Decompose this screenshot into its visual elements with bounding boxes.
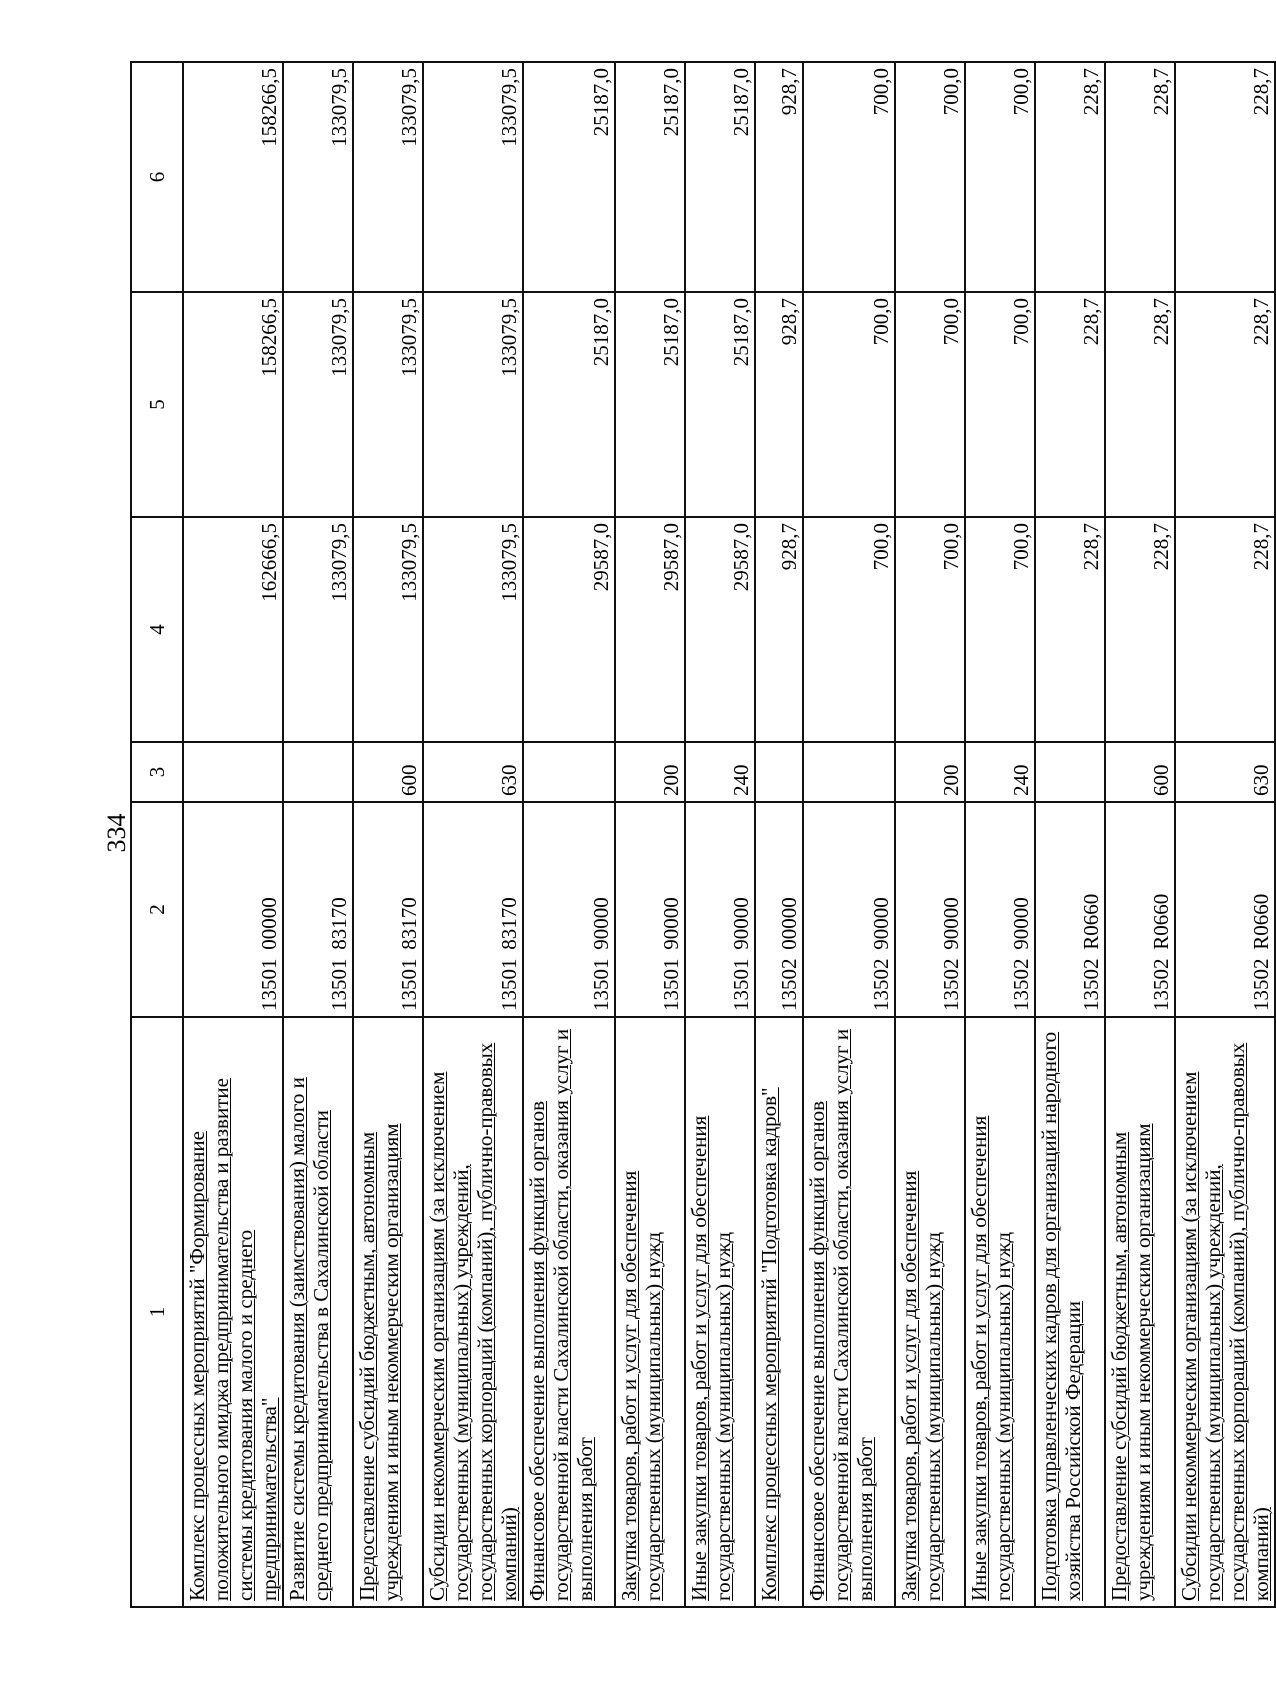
row-kind-cell: 240	[965, 742, 1035, 802]
row-code-cell	[1105, 802, 1175, 1017]
row-name-cell: Комплекс процессных мероприятий "Подготовка кадров"	[755, 1017, 803, 1607]
row-value-col4: 228,7	[1105, 517, 1175, 742]
row-code-cell	[965, 802, 1035, 1017]
row-code-cell	[523, 802, 615, 1017]
direction-code: 90000	[1009, 897, 1033, 950]
row-name-cell: Закупка товаров, работ и услуг для обеспечения государственных (муниципальных) нужд	[615, 1017, 685, 1607]
row-value-col5: 700,0	[965, 292, 1035, 517]
row-value-col6: 25187,0	[615, 62, 685, 292]
column-header-2: 2	[131, 802, 183, 1017]
table-row	[523, 62, 615, 1607]
row-value-col4: 928,7	[755, 517, 803, 742]
row-kind-cell: 200	[615, 742, 685, 802]
row-code-cell	[615, 802, 685, 1017]
budget-table	[130, 61, 1276, 1608]
row-value-col4: 29587,0	[615, 517, 685, 742]
row-code-cell	[183, 802, 283, 1017]
row-code-cell	[1035, 802, 1105, 1017]
row-value-col6: 25187,0	[523, 62, 615, 292]
row-name-cell: Субсидии некоммерческим организациям (за исключением государственных (муниципальных) учреждений, государственных корпораций (компаний), публично-правовых компаний)	[1175, 1017, 1275, 1607]
direction-code: 83170	[497, 897, 521, 950]
row-value-col6: 133079,5	[423, 62, 523, 292]
row-value-col6: 228,7	[1105, 62, 1175, 292]
program-code: 13502	[1149, 958, 1173, 1011]
row-name-cell: Финансовое обеспечение выполнения функций органов государственной власти Сахалинской области, оказания услуг и выполнения работ	[803, 1017, 895, 1607]
program-code: 13502	[939, 958, 963, 1011]
row-value-col5: 133079,5	[353, 292, 423, 517]
direction-code: R0660	[1249, 893, 1273, 950]
row-value-col4: 228,7	[1035, 517, 1105, 742]
column-header-5: 5	[131, 292, 183, 517]
row-value-col6: 133079,5	[353, 62, 423, 292]
row-value-col5: 25187,0	[685, 292, 755, 517]
column-header-1: 1	[131, 1017, 183, 1607]
program-code: 13501	[589, 958, 613, 1011]
row-kind-cell: 200	[895, 742, 965, 802]
row-kind-cell: 630	[423, 742, 523, 802]
direction-code: R0660	[1149, 893, 1173, 950]
row-name-cell: Комплекс процессных мероприятий "Формирование положительного имиджа предпринимательства и развитие системы кредитования малого и среднего предпринимательства"	[183, 1017, 283, 1607]
row-value-col6: 228,7	[1175, 62, 1275, 292]
row-value-col4: 228,7	[1175, 517, 1275, 742]
program-code: 13502	[1009, 958, 1033, 1011]
row-kind-cell	[523, 742, 615, 802]
row-value-col4: 29587,0	[685, 517, 755, 742]
direction-code: 90000	[939, 897, 963, 950]
program-code: 13501	[659, 958, 683, 1011]
row-kind-cell	[183, 742, 283, 802]
column-header-6: 6	[131, 62, 183, 292]
row-name-cell: Закупка товаров, работ и услуг для обеспечения государственных (муниципальных) нужд	[895, 1017, 965, 1607]
row-value-col4: 133079,5	[423, 517, 523, 742]
row-kind-cell: 630	[1175, 742, 1275, 802]
table-row	[803, 62, 895, 1607]
page-number: 334	[102, 813, 131, 853]
column-header-3: 3	[131, 742, 183, 802]
row-value-col5: 133079,5	[423, 292, 523, 517]
row-value-col5: 25187,0	[523, 292, 615, 517]
row-value-col5: 228,7	[1035, 292, 1105, 517]
row-value-col4: 133079,5	[353, 517, 423, 742]
row-value-col6: 158266,5	[183, 62, 283, 292]
row-value-col4: 700,0	[895, 517, 965, 742]
row-name-cell: Субсидии некоммерческим организациям (за исключением государственных (муниципальных) учреждений, государственных корпораций (компаний), публично-правовых компаний)	[423, 1017, 523, 1607]
row-value-col4: 162666,5	[183, 517, 283, 742]
row-name-cell: Развитие системы кредитования (заимствования) малого и среднего предпринимательства в Сахалинской области	[283, 1017, 353, 1607]
table-row	[615, 62, 685, 1607]
row-code-cell	[755, 802, 803, 1017]
program-code: 13502	[869, 958, 893, 1011]
row-value-col4: 700,0	[965, 517, 1035, 742]
row-value-col5: 928,7	[755, 292, 803, 517]
table-row	[1175, 62, 1275, 1607]
row-value-col4: 700,0	[803, 517, 895, 742]
table-row	[283, 62, 353, 1607]
table-row	[965, 62, 1035, 1607]
row-code-cell	[1175, 802, 1275, 1017]
row-kind-cell	[1035, 742, 1105, 802]
table-row	[755, 62, 803, 1607]
header-row	[131, 62, 183, 1607]
row-kind-cell: 600	[353, 742, 423, 802]
row-kind-cell: 240	[685, 742, 755, 802]
row-value-col6: 928,7	[755, 62, 803, 292]
direction-code: 90000	[869, 897, 893, 950]
row-name-cell: Подготовка управленческих кадров для организаций народного хозяйства Российской Федерации	[1035, 1017, 1105, 1607]
row-value-col4: 133079,5	[283, 517, 353, 742]
table-row	[353, 62, 423, 1607]
row-kind-cell	[803, 742, 895, 802]
row-value-col6: 700,0	[965, 62, 1035, 292]
table-row	[1105, 62, 1175, 1607]
row-name-cell: Предоставление субсидий бюджетным, автономным учреждениям и иным некоммерческим организациям	[353, 1017, 423, 1607]
program-code: 13502	[1249, 958, 1273, 1011]
row-value-col5: 700,0	[895, 292, 965, 517]
row-value-col6: 228,7	[1035, 62, 1105, 292]
row-value-col5: 700,0	[803, 292, 895, 517]
direction-code: 90000	[589, 897, 613, 950]
program-code: 13502	[777, 958, 801, 1011]
row-kind-cell	[283, 742, 353, 802]
row-code-cell	[803, 802, 895, 1017]
row-value-col5: 228,7	[1105, 292, 1175, 517]
row-code-cell	[283, 802, 353, 1017]
program-code: 13501	[397, 958, 421, 1011]
row-value-col5: 158266,5	[183, 292, 283, 517]
direction-code: 90000	[729, 897, 753, 950]
table-row	[895, 62, 965, 1607]
row-value-col5: 228,7	[1175, 292, 1275, 517]
row-name-cell: Иные закупки товаров, работ и услуг для обеспечения государственных (муниципальных) нужд	[965, 1017, 1035, 1607]
row-name-cell: Иные закупки товаров, работ и услуг для обеспечения государственных (муниципальных) нужд	[685, 1017, 755, 1607]
direction-code: 90000	[659, 897, 683, 950]
row-name-cell: Предоставление субсидий бюджетным, автономным учреждениям и иным некоммерческим организациям	[1105, 1017, 1175, 1607]
table-body	[183, 62, 1275, 1607]
direction-code: 83170	[397, 897, 421, 950]
row-value-col4: 29587,0	[523, 517, 615, 742]
row-code-cell	[895, 802, 965, 1017]
program-code: 13501	[327, 958, 351, 1011]
row-value-col5: 133079,5	[283, 292, 353, 517]
row-value-col5: 25187,0	[615, 292, 685, 517]
row-value-col6: 700,0	[895, 62, 965, 292]
row-value-col6: 133079,5	[283, 62, 353, 292]
direction-code: 83170	[327, 897, 351, 950]
table-row	[685, 62, 755, 1607]
table-row	[1035, 62, 1105, 1607]
row-code-cell	[423, 802, 523, 1017]
row-code-cell	[685, 802, 755, 1017]
direction-code: 00000	[777, 897, 801, 950]
table-row	[183, 62, 283, 1607]
row-value-col6: 25187,0	[685, 62, 755, 292]
row-name-cell: Финансовое обеспечение выполнения функций органов государственной власти Сахалинской области, оказания услуг и выполнения работ	[523, 1017, 615, 1607]
row-kind-cell	[755, 742, 803, 802]
program-code: 13501	[497, 958, 521, 1011]
row-code-cell	[353, 802, 423, 1017]
program-code: 13501	[257, 958, 281, 1011]
row-value-col6: 700,0	[803, 62, 895, 292]
rotated-table-wrapper	[130, 63, 1273, 1608]
table-row	[423, 62, 523, 1607]
program-code: 13501	[729, 958, 753, 1011]
row-kind-cell: 600	[1105, 742, 1175, 802]
program-code: 13502	[1079, 958, 1103, 1011]
direction-code: 00000	[257, 897, 281, 950]
direction-code: R0660	[1079, 893, 1103, 950]
column-header-4: 4	[131, 517, 183, 742]
